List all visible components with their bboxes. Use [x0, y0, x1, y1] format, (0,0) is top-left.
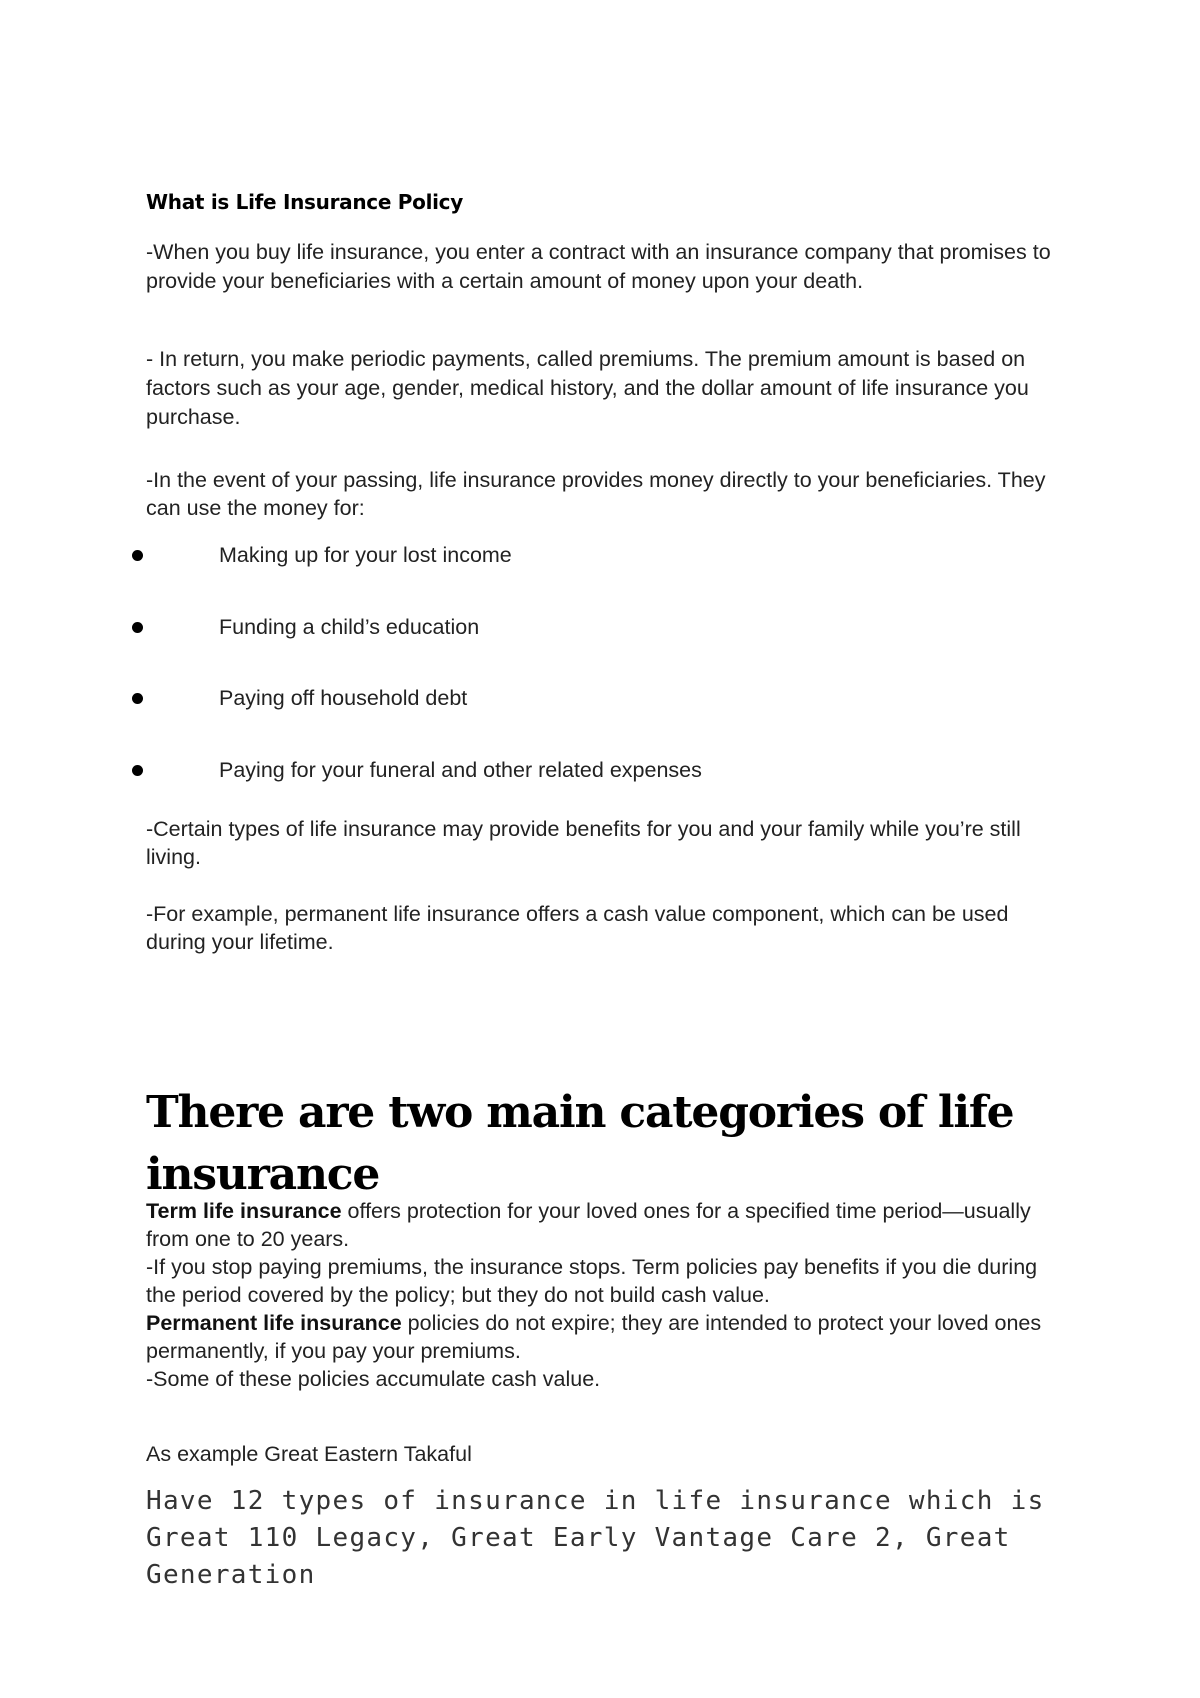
- paragraph-premiums: - In return, you make periodic payments, called premiums. The premium amount is based on factors such as your age, gender, medical history, and the dollar amount of life insurance you purchase.: [146, 347, 1029, 429]
- term-note: -If you stop paying premiums, the insurance stops. Term policies pay benefits if you die during the period covered by the policy; but they do not build cash value.: [146, 1255, 1038, 1307]
- list-item-text: Paying for your funeral and other related expenses: [219, 758, 702, 782]
- categories-section: [146, 1197, 1066, 1393]
- paragraph-cash-value: -For example, permanent life insurance offers a cash value component, which can be used during your lifetime.: [146, 902, 1009, 954]
- term-label: Term life insurance: [146, 1199, 342, 1223]
- paragraph-beneficiaries: -In the event of your passing, life insurance provides money directly to your beneficiaries. They can use the money for:: [146, 468, 1046, 520]
- list-item-text: Making up for your lost income: [219, 543, 512, 567]
- bullet-icon: [132, 693, 143, 704]
- paragraph-living-benefits: -Certain types of life insurance may provide benefits for you and your family while you’re still living.: [146, 817, 1021, 869]
- example-line: As example Great Eastern Takaful: [146, 1442, 472, 1466]
- list-item: [132, 611, 1032, 643]
- bullet-icon: [132, 622, 143, 633]
- bullet-icon: [132, 550, 143, 561]
- permanent-text: policies do not expire; they are intended to protect your loved ones permanently, if you pay your premiums.: [146, 1311, 1042, 1363]
- term-text: offers protection for your loved ones for a specified time period—usually from one to 20 years.: [146, 1199, 1031, 1251]
- paragraph-contract: -When you buy life insurance, you enter a contract with an insurance company that promises to provide your beneficiaries with a certain amount of money upon your death.: [146, 240, 1051, 293]
- bullet-icon: [132, 765, 143, 776]
- term-definition: [146, 1197, 1066, 1253]
- list-item-text: Funding a child’s education: [219, 615, 480, 639]
- document-title: What is Life Insurance Policy: [146, 190, 463, 214]
- categories-heading: There are two main categories of life insurance: [146, 1087, 1014, 1200]
- list-item: [132, 682, 1032, 714]
- list-item: [132, 754, 1032, 786]
- list-item: [132, 539, 1032, 571]
- permanent-definition: [146, 1309, 1066, 1365]
- permanent-note: -Some of these policies accumulate cash value.: [146, 1367, 601, 1391]
- permanent-label: Permanent life insurance: [146, 1311, 402, 1335]
- list-item-text: Paying off household debt: [219, 686, 468, 710]
- insurance-types-text: Have 12 types of insurance in life insurance which is Great 110 Legacy, Great Early Vantage Care 2, Great Generation: [146, 1486, 1045, 1590]
